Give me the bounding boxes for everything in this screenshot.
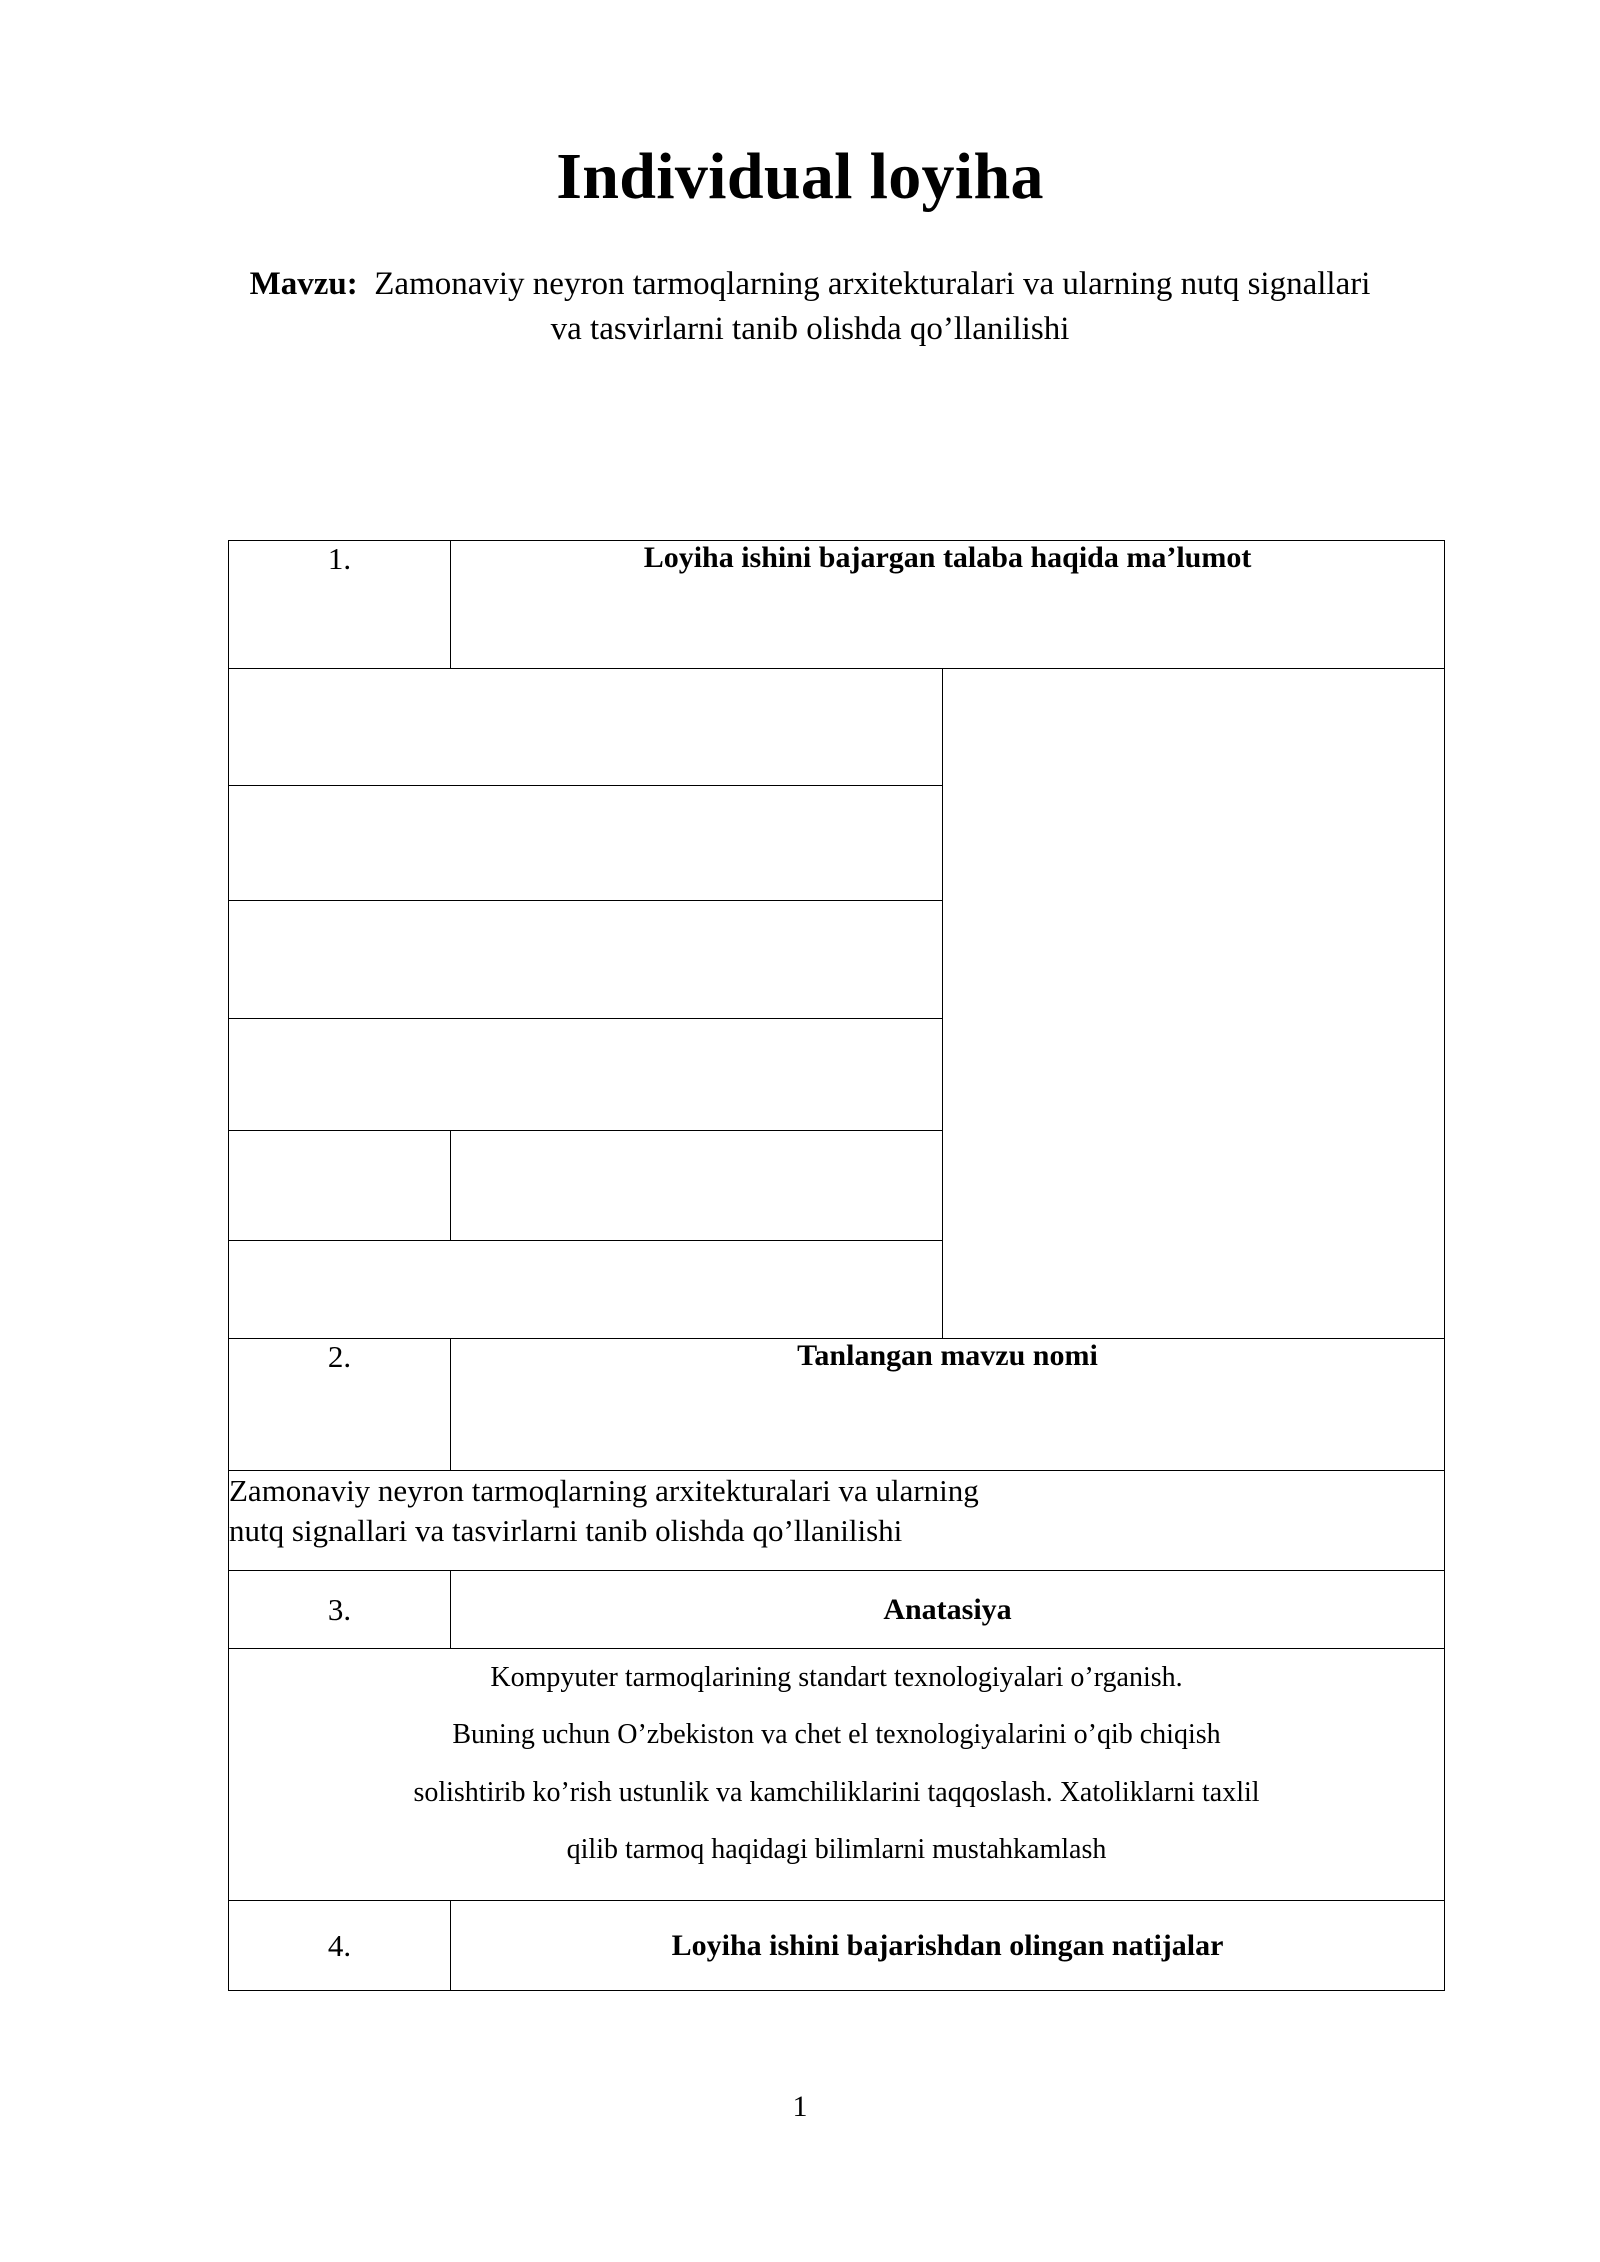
- topic-value-line-1: Zamonaviy neyron tarmoqlarning arxitekturalari va ularning: [229, 1473, 979, 1508]
- page-title: Individual loyiha: [556, 140, 1044, 213]
- table-row: [229, 1471, 1445, 1571]
- page-number: 1: [792, 2090, 808, 2123]
- table-row: [229, 1649, 1445, 1901]
- blank-field-photo[interactable]: [943, 669, 1445, 1339]
- table-row: [229, 669, 1445, 786]
- blank-field-5-left[interactable]: [229, 1131, 451, 1241]
- annotation-line-2: Buning uchun O’zbekiston va chet el texnologiyalarini o’qib chiqish: [452, 1719, 1221, 1751]
- row-number-3: 3.: [229, 1571, 451, 1649]
- row-number-4: 4.: [229, 1901, 451, 1991]
- subject-label: Mavzu:: [249, 265, 358, 302]
- table-row: [229, 1901, 1445, 1991]
- project-info-table: [228, 540, 1445, 1991]
- blank-field-6[interactable]: [229, 1241, 943, 1339]
- row-heading-results: Loyiha ishini bajarishdan olingan natijalar: [451, 1901, 1445, 1991]
- blank-field-4[interactable]: [229, 1019, 943, 1131]
- blank-field-5-right[interactable]: [451, 1131, 943, 1241]
- subject-text: Zamonaviy neyron tarmoqlarning arxitekturalari va ularning nutq signallari va tasvirlarni tanib olishda qo’llanilishi: [374, 265, 1371, 348]
- row-number-2: 2.: [229, 1339, 451, 1471]
- annotation-line-3: solishtirib ko’rish ustunlik va kamchiliklarini taqqoslash. Xatoliklarni taxlil: [413, 1776, 1260, 1808]
- annotation-line-4: qilib tarmoq haqidagi bilimlarni mustahkamlash: [566, 1834, 1107, 1866]
- annotation-value-cell[interactable]: [229, 1649, 1445, 1901]
- row-heading-annotation: Anatasiya: [451, 1571, 1445, 1649]
- table-row: [229, 1571, 1445, 1649]
- project-info-table-wrapper: [228, 540, 1444, 1991]
- blank-field-2[interactable]: [229, 786, 943, 901]
- annotation-line-1: Kompyuter tarmoqlarining standart texnologiyalari o’rganish.: [490, 1662, 1183, 1693]
- subject-line: [0, 214, 1600, 353]
- row-heading-student-info: Loyiha ishini bajargan talaba haqida ma’lumot: [451, 541, 1445, 669]
- table-row: [229, 1339, 1445, 1471]
- row-heading-topic-name: Tanlangan mavzu nomi: [451, 1339, 1445, 1471]
- blank-field-3[interactable]: [229, 901, 943, 1019]
- topic-value-line-2: nutq signallari va tasvirlarni tanib olishda qo’llanilishi: [229, 1513, 903, 1549]
- topic-value-cell[interactable]: [229, 1471, 1445, 1571]
- row-number-1: 1.: [229, 541, 451, 669]
- blank-field-1[interactable]: [229, 669, 943, 786]
- table-row: [229, 541, 1445, 669]
